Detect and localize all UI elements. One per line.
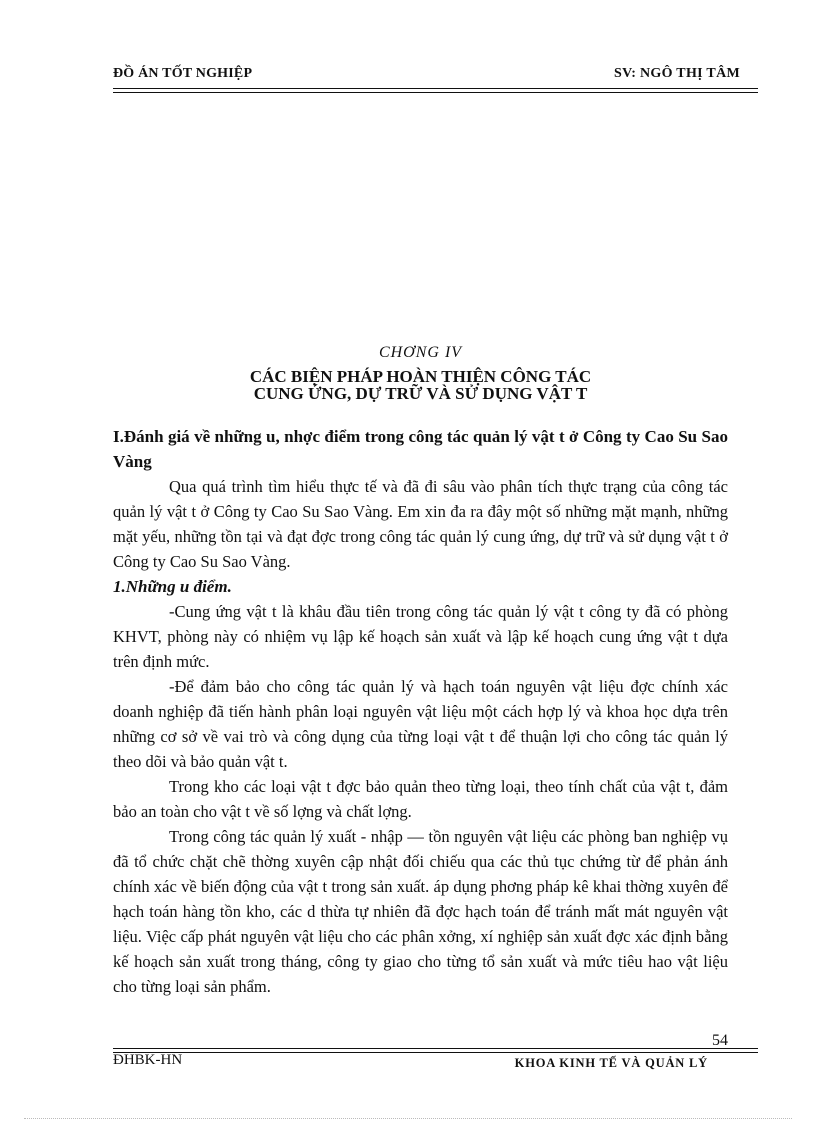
footer-university: ĐHBK-HN [113, 1052, 183, 1068]
page-edge-divider [24, 1118, 792, 1119]
header-project-label: ĐỒ ÁN TỐT NGHIỆP [113, 66, 253, 81]
subsection-heading-text: 1.Những u điểm [113, 577, 228, 596]
footer-rule [113, 1048, 758, 1049]
footer-rule-thin [113, 1052, 758, 1053]
page-number: 54 [712, 1032, 728, 1049]
paragraph: Trong kho các loại vật t đợc bảo quản theo từng loại, theo tính chất của vật t, đảm bảo an toàn cho vật t về số lợng và chất lợng. [113, 777, 728, 821]
chapter-title-line2: CUNG ỨNG, DỰ TRỮ VÀ SỬ DỤNG VẬT T [253, 384, 588, 403]
page-body [113, 424, 728, 999]
footer-faculty: KHOA KINH TẾ VÀ QUẢN LÝ [514, 1056, 708, 1070]
chapter-title-line1: CÁC BIỆN PHÁP HOÀN THIỆN CÔNG TÁC [249, 367, 592, 386]
paragraph: Trong công tác quản lý xuất - nhập — tồn nguyên vật liệu các phòng ban nghiệp vụ đã tổ chức chặt chẽ thờng xuyên cập nhật đối chiếu qua các thủ tục chứng từ để phản ánh chính xác về biến động của vật t trong sản xuất. áp dụng phơng pháp kê khai thờng xuyên để hạch toán hàng tồn kho, các d thừa tự nhiên đã đợc hạch toán để tránh mất mát nguyên vật liệu. Việc cấp phát nguyên vật liệu cho các phân xởng, xí nghiệp sản xuất đợc xác định bằng kế hoạch sản xuất trong tháng, công ty giao cho từng tổ sản xuất và mức tiêu hao vật liệu cho từng loại sản phẩm. [113, 827, 728, 996]
page-header [113, 66, 758, 90]
header-student-name: SV: NGÔ THỊ TÂM [614, 66, 740, 81]
paragraph: -Để đảm bảo cho công tác quản lý và hạch toán nguyên vật liệu đợc chính xác doanh nghiệp đã tiến hành phân loại nguyên vật liệu một cách hợp lý và khoa học dựa trên những cơ sở về vai trò và công dụng của từng loại vật t để thuận lợi cho công tác quản lý theo dõi và bảo quản vật t. [113, 677, 728, 771]
section-heading: I.Đánh giá về những u, nhợc điểm trong công tác quản lý vật t ở Công ty Cao Su Sao Vàng [113, 427, 728, 471]
header-rule [113, 88, 758, 89]
header-rule-thin [113, 92, 758, 93]
subsection-heading: 1.Những u điểm. [113, 577, 232, 596]
chapter-number: CHƠNG IV [378, 344, 463, 361]
paragraph: -Cung ứng vật t là khâu đầu tiên trong công tác quản lý vật t công ty đã có phòng KHVT, phòng này có nhiệm vụ lập kế hoạch sản xuất và lập kế hoạch cung ứng vật t dựa trên định mức. [113, 602, 728, 671]
page-footer [113, 1032, 758, 1072]
paragraph: Qua quá trình tìm hiểu thực tế và đã đi sâu vào phân tích thực trạng của công tác quản lý vật t ở Công ty Cao Su Sao Vàng. Em xin đa ra đây một số những mặt mạnh, những mặt yếu, những tồn tại và đạt đợc trong công tác quản lý cung ứng, dự trữ và sử dụng vật t ở Công ty Cao Su Sao Vàng. [113, 477, 728, 571]
